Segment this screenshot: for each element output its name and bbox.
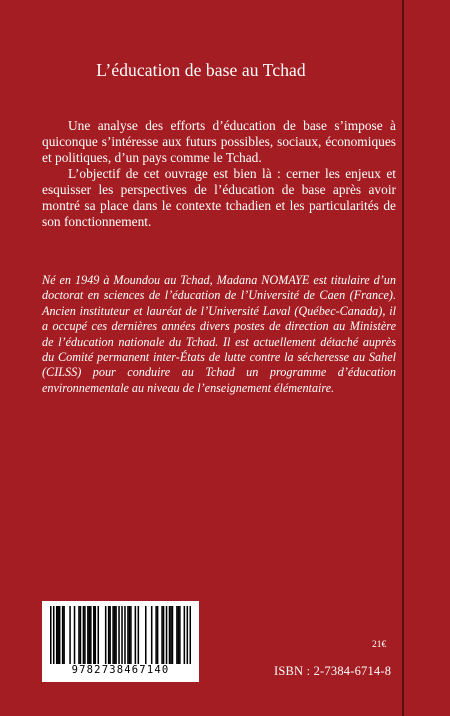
barcode-bar — [135, 606, 137, 664]
summary-paragraph: L’objectif de cet ouvrage est bien là : cerner les enjeux et esquisser les perspectives de l’éducation de base après avoir montré sa place dans le contexte tchadien et les particularités de son fonctionnement. — [42, 166, 396, 229]
barcode-bar — [170, 606, 172, 664]
barcode-bar — [97, 606, 99, 664]
spine-line — [402, 0, 404, 716]
author-biography: Né en 1949 à Moundou au Tchad, Madana NOMAYE est titulaire d’un doctorat en sciences de l’éducation de l’Université de Caen (France). Ancien instituteur et lauréat de l’Université Laval (Québec-Canada), il a occupé ces dernières années divers postes de direction au Ministère de l’éducation nationale du Tchad. Il est actuellement détaché auprès du Comité permanent inter-États de lutte contre la sécheresse au Sahel (CILSS) pour conduire au Tchad un programme d’éducation environnementale au niveau de l’enseignement élémentaire. — [42, 273, 396, 395]
back-cover-summary — [42, 118, 396, 230]
barcode-bar — [163, 606, 165, 664]
barcode-bar — [118, 606, 120, 664]
barcode-bar — [74, 606, 76, 664]
barcode-bar — [130, 606, 132, 664]
barcode-bar — [108, 606, 110, 664]
barcode-bar — [172, 606, 174, 664]
barcode-bar — [83, 606, 85, 664]
barcode-bar — [138, 606, 140, 664]
barcode-bar — [190, 606, 191, 664]
barcode-bar — [145, 606, 147, 664]
barcode-bar — [59, 606, 61, 664]
barcode-bar — [112, 606, 114, 664]
barcode-bar — [56, 606, 58, 664]
barcode-bar — [95, 606, 97, 664]
barcode-bar — [93, 606, 95, 664]
barcode — [42, 601, 199, 682]
barcode-bars — [50, 606, 191, 664]
barcode-bar — [53, 606, 55, 664]
barcode-bar — [124, 606, 126, 664]
barcode-bar — [109, 606, 111, 664]
barcode-bar — [157, 606, 159, 664]
barcode-bar — [127, 606, 129, 664]
barcode-bar — [187, 606, 189, 664]
book-title: L’éducation de base au Tchad — [96, 60, 306, 80]
barcode-bar — [84, 606, 86, 664]
barcode-bar — [184, 606, 186, 664]
barcode-bar — [50, 606, 52, 664]
barcode-bar — [87, 606, 89, 664]
barcode-bar — [179, 606, 181, 664]
barcode-bar — [105, 606, 107, 664]
barcode-bar — [129, 606, 131, 664]
barcode-bar — [80, 606, 82, 664]
barcode-number: 9782738467140 — [71, 664, 170, 676]
barcode-bar — [114, 606, 116, 664]
summary-paragraph: Une analyse des efforts d’éducation de base s’impose à quiconque s’intéresse aux futurs possibles, sociaux, économiques et politiques, d’un pays comme le Tchad. — [42, 118, 396, 165]
barcode-bar — [57, 606, 59, 664]
barcode-bar — [90, 606, 92, 664]
barcode-bar — [151, 606, 153, 664]
barcode-bar — [155, 606, 157, 664]
barcode-bar — [115, 606, 117, 664]
barcode-bar — [176, 606, 178, 664]
barcode-bar — [169, 606, 171, 664]
barcode-bar — [63, 606, 65, 664]
barcode-bar — [69, 606, 71, 664]
barcode-bar — [62, 606, 64, 664]
isbn: ISBN : 2-7384-6714-8 — [274, 664, 392, 678]
barcode-bar — [166, 606, 168, 664]
barcode-bar — [78, 606, 80, 664]
price: 21€ — [372, 640, 387, 650]
barcode-bar — [161, 606, 163, 664]
barcode-bar — [178, 606, 180, 664]
barcode-bar — [121, 606, 123, 664]
barcode-bar — [89, 606, 91, 664]
